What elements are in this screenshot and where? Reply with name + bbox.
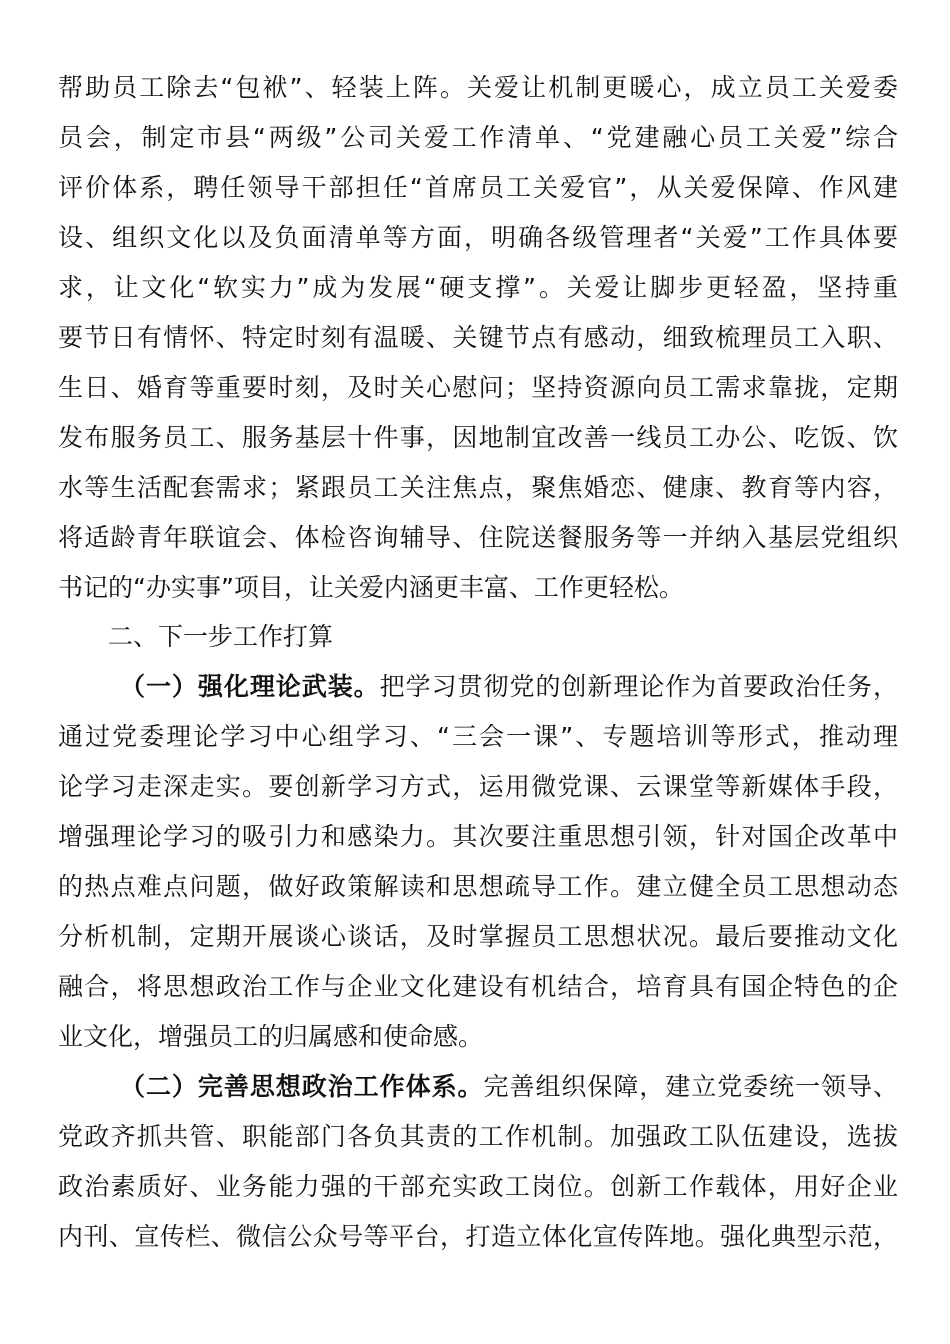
- subsection-1-line-6: 分析机制，定期开展谈心谈话，及时掌握员工思想状况。最后要推动文化: [58, 922, 898, 951]
- paragraph-1-line-6: 要节日有情怀、特定时刻有温暖、关键节点有感动，细致梳理员工入职、: [58, 323, 898, 352]
- subsection-1-line-7: 融合，将思想政治工作与企业文化建设有机结合，培育具有国企特色的企: [58, 972, 898, 1001]
- subsection-2-first-line: [120, 1067, 898, 1107]
- subsection-1-first-line-text: 把学习贯彻党的创新理论作为首要政治任务，: [379, 672, 898, 701]
- subsection-2-line-3: 政治素质好、业务能力强的干部充实政工岗位。创新工作载体，用好企业: [58, 1172, 898, 1201]
- paragraph-1-line-10: 将适龄青年联谊会、体检咨询辅导、住院送餐服务等一并纳入基层党组织: [58, 523, 898, 552]
- subsection-1-line-8: 业文化，增强员工的归属感和使命感。: [58, 1022, 484, 1051]
- subsection-1-line-2: 通过党委理论学习中心组学习、“三会一课”、专题培训等形式，推动理: [58, 722, 898, 751]
- subsection-1-title: （一）强化理论武装。: [120, 672, 380, 701]
- paragraph-1-line-2: 员会，制定市县“两级”公司关爱工作清单、“党建融心员工关爱”综合: [58, 123, 898, 152]
- paragraph-1-line-3: 评价体系，聘任领导干部担任“首席员工关爱官”，从关爱保障、作风建: [58, 173, 898, 202]
- paragraph-1-line-1: 帮助员工除去“包袱”、轻装上阵。关爱让机制更暖心，成立员工关爱委: [58, 73, 898, 102]
- subsection-2-line-4: 内刊、宣传栏、微信公众号等平台，打造立体化宣传阵地。强化典型示范，: [58, 1222, 898, 1251]
- subsection-2-first-line-text: 完善组织保障，建立党委统一领导、: [483, 1072, 898, 1101]
- paragraph-1-line-11: 书记的“办实事”项目，让关爱内涵更丰富、工作更轻松。: [58, 573, 684, 602]
- subsection-1-first-line: [120, 667, 898, 707]
- subsection-2-title: （二）完善思想政治工作体系。: [120, 1072, 484, 1101]
- paragraph-1-line-4: 设、组织文化以及负面清单等方面，明确各级管理者“关爱”工作具体要: [58, 223, 898, 252]
- subsection-1-line-3: 论学习走深走实。要创新学习方式，运用微党课、云课堂等新媒体手段，: [58, 772, 898, 801]
- paragraph-1-line-5: 求，让文化“软实力”成为发展“硬支撑”。关爱让脚步更轻盈，坚持重: [58, 273, 898, 302]
- subsection-1-line-5: 的热点难点问题，做好政策解读和思想疏导工作。建立健全员工思想动态: [58, 872, 898, 901]
- paragraph-1-line-9: 水等生活配套需求；紧跟员工关注焦点，聚焦婚恋、健康、教育等内容，: [58, 473, 898, 502]
- section-heading: 二、下一步工作打算: [108, 622, 334, 651]
- subsection-1-line-4: 增强理论学习的吸引力和感染力。其次要注重思想引领，针对国企改革中: [58, 822, 898, 851]
- paragraph-1-line-7: 生日、婚育等重要时刻，及时关心慰问；坚持资源向员工需求靠拢，定期: [58, 373, 898, 402]
- paragraph-1-line-8: 发布服务员工、服务基层十件事，因地制宜改善一线员工办公、吃饭、饮: [58, 423, 898, 452]
- subsection-2-line-2: 党政齐抓共管、职能部门各负其责的工作机制。加强政工队伍建设，选拔: [58, 1122, 898, 1151]
